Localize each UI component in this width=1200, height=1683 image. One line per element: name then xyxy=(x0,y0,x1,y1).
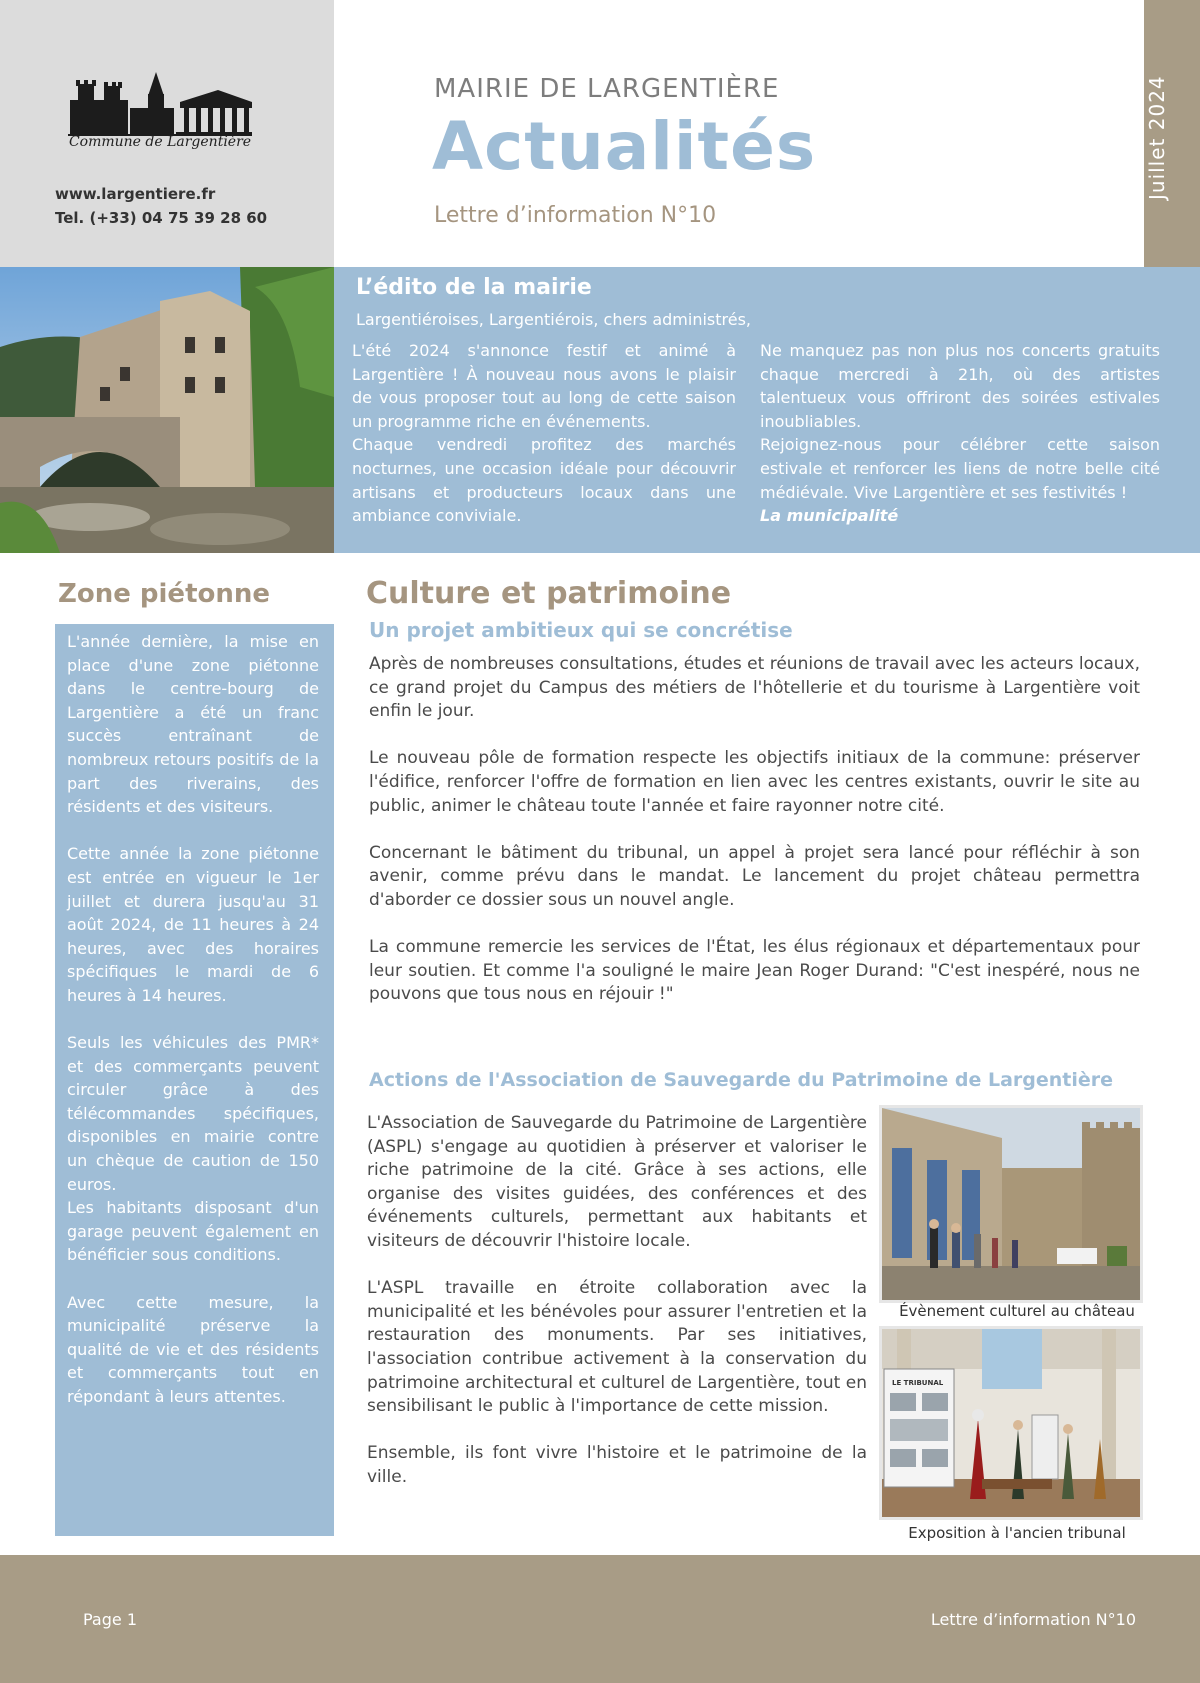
edito-column-1 xyxy=(352,339,736,528)
culture-paragraph: Après de nombreuses consultations, études et réunions de travail avec les acteurs locaux, ce grand projet du Campus des métiers de l'hôtellerie et du tourisme à Largentière voit enfin le jour. xyxy=(369,654,1140,722)
tribunal-exhibition-photo xyxy=(879,1326,1143,1520)
tribunal-photo-caption: Exposition à l'ancien tribunal xyxy=(908,1524,1126,1542)
phone-number: Tel. (+33) 04 75 39 28 60 xyxy=(55,209,268,227)
edito-greeting: Largentiéroises, Largentiérois, chers administrés, xyxy=(356,310,752,329)
aspl-title: Actions de l'Association de Sauvegarde du Patrimoine de Largentière xyxy=(369,1069,1114,1091)
zone-text-box xyxy=(55,624,334,1536)
culture-subtitle: Un projet ambitieux qui se concrétise xyxy=(369,618,793,642)
castle-event-photo xyxy=(879,1105,1143,1303)
culture-body xyxy=(369,653,1140,1031)
culture-title: Culture et patrimoine xyxy=(366,576,732,611)
zone-paragraph: Les habitants disposant d'un garage peuvent également en bénéficier sous conditions. xyxy=(67,1198,319,1265)
village-bridge-photo xyxy=(0,267,334,553)
zone-paragraph: Cette année la zone piétonne est entrée en vigueur le 1er juillet et durera jusqu'au 31 août 2024, de 11 heures à 24 heures, avec des horaires spécifiques le mardi de 6 heures à 14 heures. xyxy=(67,844,319,1005)
contact-info xyxy=(55,182,267,230)
issue-date: Juillet 2024 xyxy=(1145,75,1169,200)
edito-title: L’édito de la mairie xyxy=(356,275,592,300)
page-footer xyxy=(0,1555,1200,1683)
culture-paragraph: Le nouveau pôle de formation respecte les objectifs initiaux de la commune: préserver l'édifice, renforcer l'offre de formation en lien avec les centres existants, ouvrir le site au public, animer le château toute l'année et faire rayonner notre cité. xyxy=(369,748,1140,816)
edito-section xyxy=(334,267,1200,553)
aspl-paragraph: L'Association de Sauvegarde du Patrimoine de Largentière (ASPL) s'engage au quotidien à préserver et valoriser le riche patrimoine de la cité. Grâce à ses actions, elle organise des visites guidées, des conférences et des événements culturels, permettant aux habitants et visiteurs de découvrir l'histoire locale. xyxy=(367,1113,867,1251)
edito-paragraph: L'été 2024 s'annonce festif et animé à Largentière ! À nouveau nous avons le plaisir de vous proposer tout au long de cette saison un programme riche en événements. xyxy=(352,341,736,431)
logo-caption: Commune de Largentière xyxy=(68,134,252,150)
zone-paragraph: Avec cette mesure, la municipalité préserve la qualité de vie et des résidents et commerçants tout en répondant à leurs attentes. xyxy=(67,1292,319,1406)
tribunal-panel-label: LE TRIBUNAL xyxy=(892,1379,944,1387)
edito-paragraph: Rejoignez-nous pour célébrer cette saison estivale et renforcer les liens de notre belle cité médiévale. Vive Largentière et ses festivités ! xyxy=(760,435,1160,502)
header-kicker: MAIRIE DE LARGENTIÈRE xyxy=(434,74,780,104)
aspl-paragraph: Ensemble, ils font vivre l'histoire et le patrimoine de la ville. xyxy=(367,1443,867,1487)
page-number: Page 1 xyxy=(83,1610,137,1629)
aspl-paragraph: L'ASPL travaille en étroite collaboration avec la municipalité et les bénévoles pour assurer l'entretien et la restauration des monuments. Par ses initiatives, l'association contribue activement à la conservation du patrimoine architectural et culturel de Largentière, tout en sensibilisant le public à l'importance de cette mission. xyxy=(367,1278,867,1417)
culture-paragraph: La commune remercie les services de l'État, les élus régionaux et départementaux pour leur soutien. Et comme l'a souligné le maire Jean Roger Durand: "C'est inespéré, nous ne pouvons que tous nous en réjouir !" xyxy=(369,937,1140,1005)
culture-paragraph: Concernant le bâtiment du tribunal, un appel à projet sera lancé pour réfléchir à son avenir, comme prévu dans le mandat. Le lancement du projet château permettra d'aborder ce dossier sous un nouvel angle. xyxy=(369,842,1140,910)
edito-signature: La municipalité xyxy=(760,506,899,526)
castle-photo-caption: Évènement culturel au château xyxy=(899,1302,1135,1320)
page-title: Actualités xyxy=(432,108,817,185)
zone-paragraph: L'année dernière, la mise en place d'une zone piétonne dans le centre-bourg de Largentière a été un franc succès entraînant de nombreux retours positifs de la part des riverains, des résidents et des visiteurs. xyxy=(67,632,319,817)
zone-title: Zone piétonne xyxy=(58,579,271,609)
edito-paragraph: Ne manquez pas non plus nos concerts gratuits chaque mercredi à 21h, où des artistes talentueux vous offriront des soirées estivales inoubliables. xyxy=(760,341,1160,431)
zone-paragraph: Seuls les véhicules des PMR* et des commerçants peuvent circuler grâce à des télécommandes spécifiques, disponibles en mairie contre un chèque de caution de 150 euros. xyxy=(67,1033,319,1194)
aspl-body xyxy=(367,1112,867,1513)
footer-issue-label: Lettre d’information N°10 xyxy=(930,1610,1136,1629)
website-link[interactable]: www.largentiere.fr xyxy=(55,185,216,203)
edito-column-2 xyxy=(760,339,1160,528)
header-contact-panel xyxy=(0,0,334,267)
issue-label: Lettre d’information N°10 xyxy=(434,203,717,228)
edito-paragraph: Chaque vendredi profitez des marchés nocturnes, une occasion idéale pour découvrir artisans et producteurs locaux dans une ambiance conviviale. xyxy=(352,435,736,526)
